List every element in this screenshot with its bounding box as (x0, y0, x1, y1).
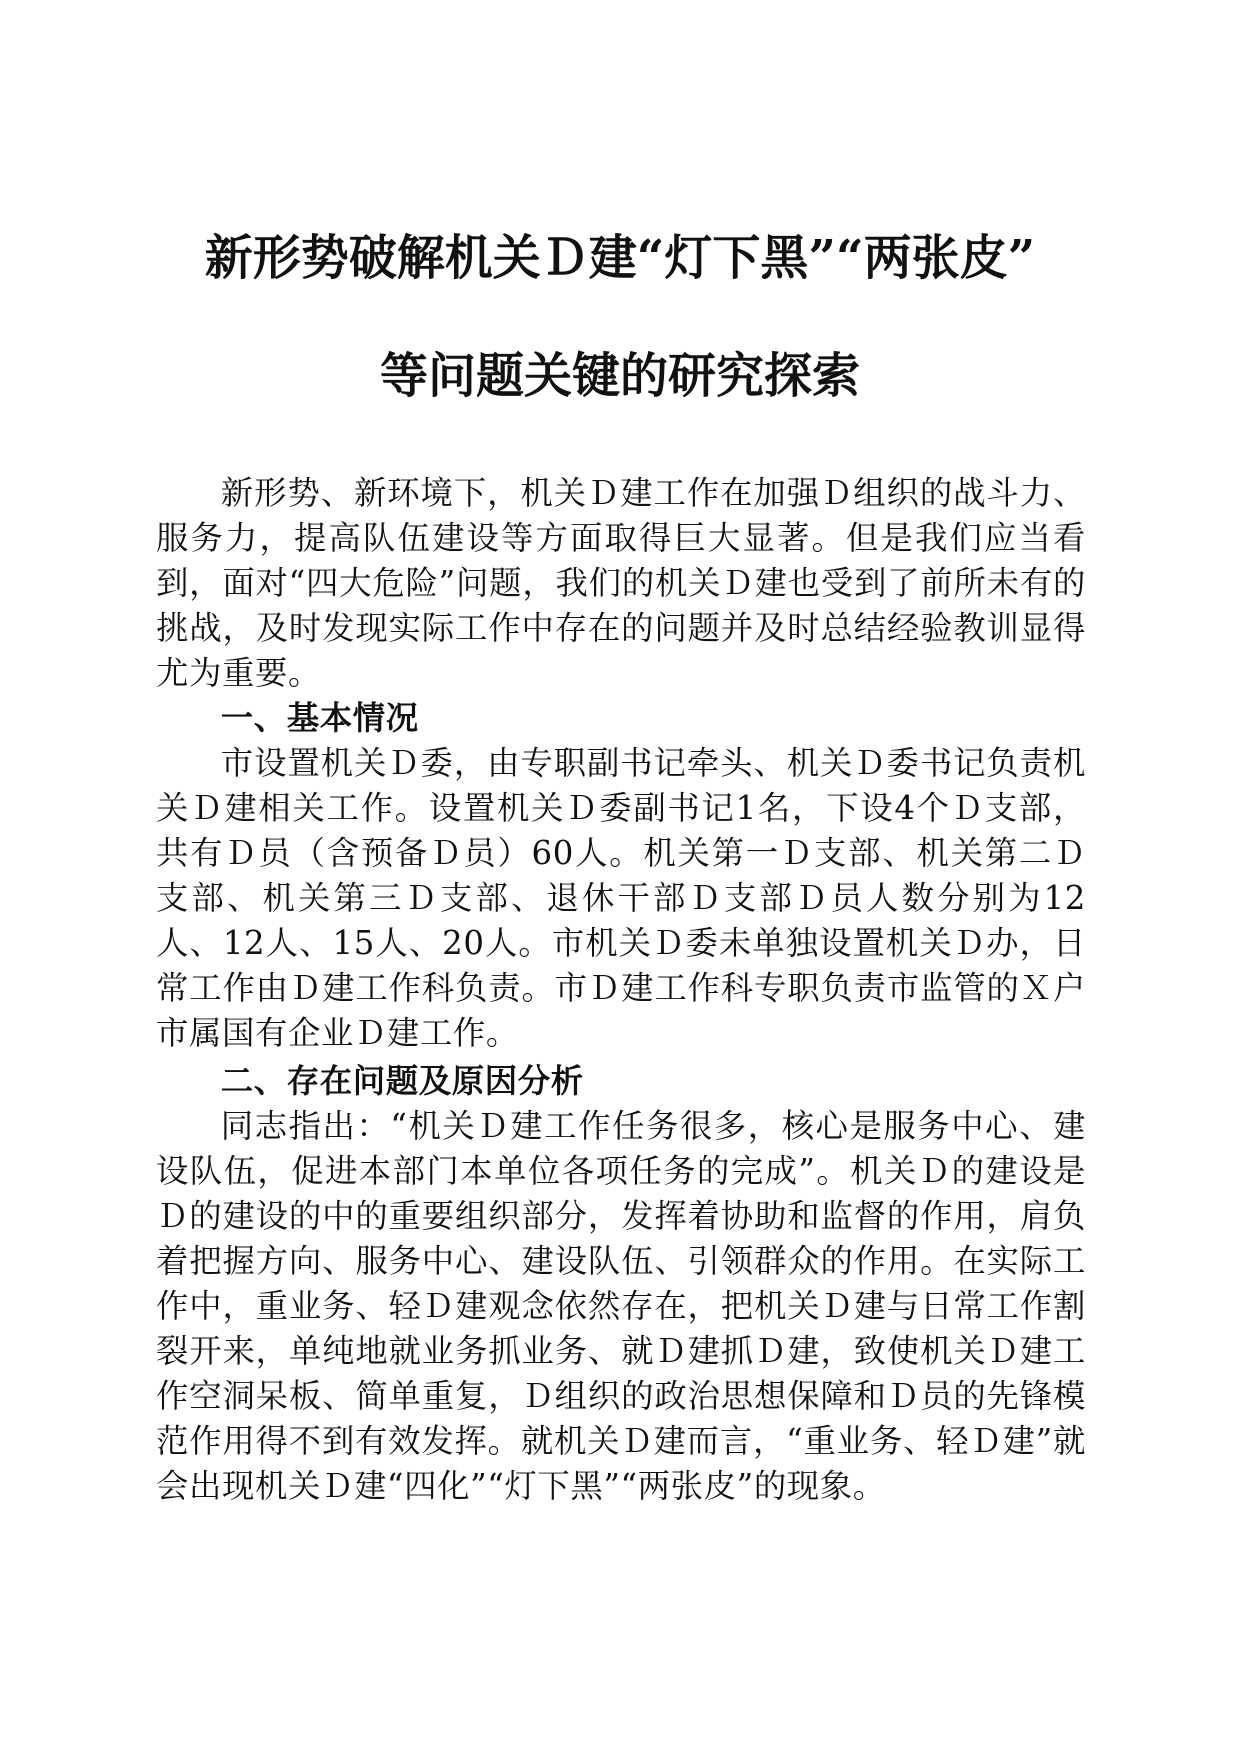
document-title-line-2: 等问题关键的研究探索 (379, 348, 860, 404)
intro-paragraph: 新形势、新环境下，机关Ｄ建工作在加强Ｄ组织的战斗力、服务力，提高队伍建设等方面取得巨大显著。但是我们应当看到，面对“四大危险”问题，我们的机关Ｄ建也受到了前所未有的挑战，及时发现实际工作中存在的问题并及时总结经验教训显得尤为重要。 (156, 474, 1086, 692)
section-2-paragraph: 同志指出：“机关Ｄ建工作任务很多，核心是服务中心、建设队伍，促进本部门本单位各项任务的完成”。机关Ｄ的建设是Ｄ的建设的中的重要组织部分，发挥着协助和监督的作用，肩负着把握方向、服务中心、建设队伍、引领群众的作用。在实际工作中，重业务、轻Ｄ建观念依然存在，把机关Ｄ建与日常工作割裂开来，单纯地就业务抓业务、就Ｄ建抓Ｄ建，致使机关Ｄ建工作空洞呆板、简单重复，Ｄ组织的政治思想保障和Ｄ员的先锋模范作用得不到有效发挥。就机关Ｄ建而言，“重业务、轻Ｄ建”就会出现机关Ｄ建“四化”“灯下黑”“两张皮”的现象。 (156, 1107, 1086, 1505)
document-body (156, 471, 1086, 1509)
section-2-heading: 二、存在问题及原因分析 (220, 1062, 584, 1100)
document-title-line-1: 新形势破解机关Ｄ建“灯下黑”“两张皮” (204, 230, 1036, 286)
section-1-heading: 一、基本情况 (220, 699, 419, 737)
section-1-paragraph: 市设置机关Ｄ委，由专职副书记牵头、机关Ｄ委书记负责机关Ｄ建相关工作。设置机关Ｄ委副书记1名，下设4个Ｄ支部，共有Ｄ员（含预备Ｄ员）60人。机关第一Ｄ支部、机关第二Ｄ支部、机关第三Ｄ支部、退休干部Ｄ支部Ｄ员人数分别为12人、12人、15人、20人。市机关Ｄ委未单独设置机关Ｄ办，日常工作由Ｄ建工作科负责。市Ｄ建工作科专职负责市监管的Ｘ户市属国有企业Ｄ建工作。 (156, 744, 1086, 1052)
